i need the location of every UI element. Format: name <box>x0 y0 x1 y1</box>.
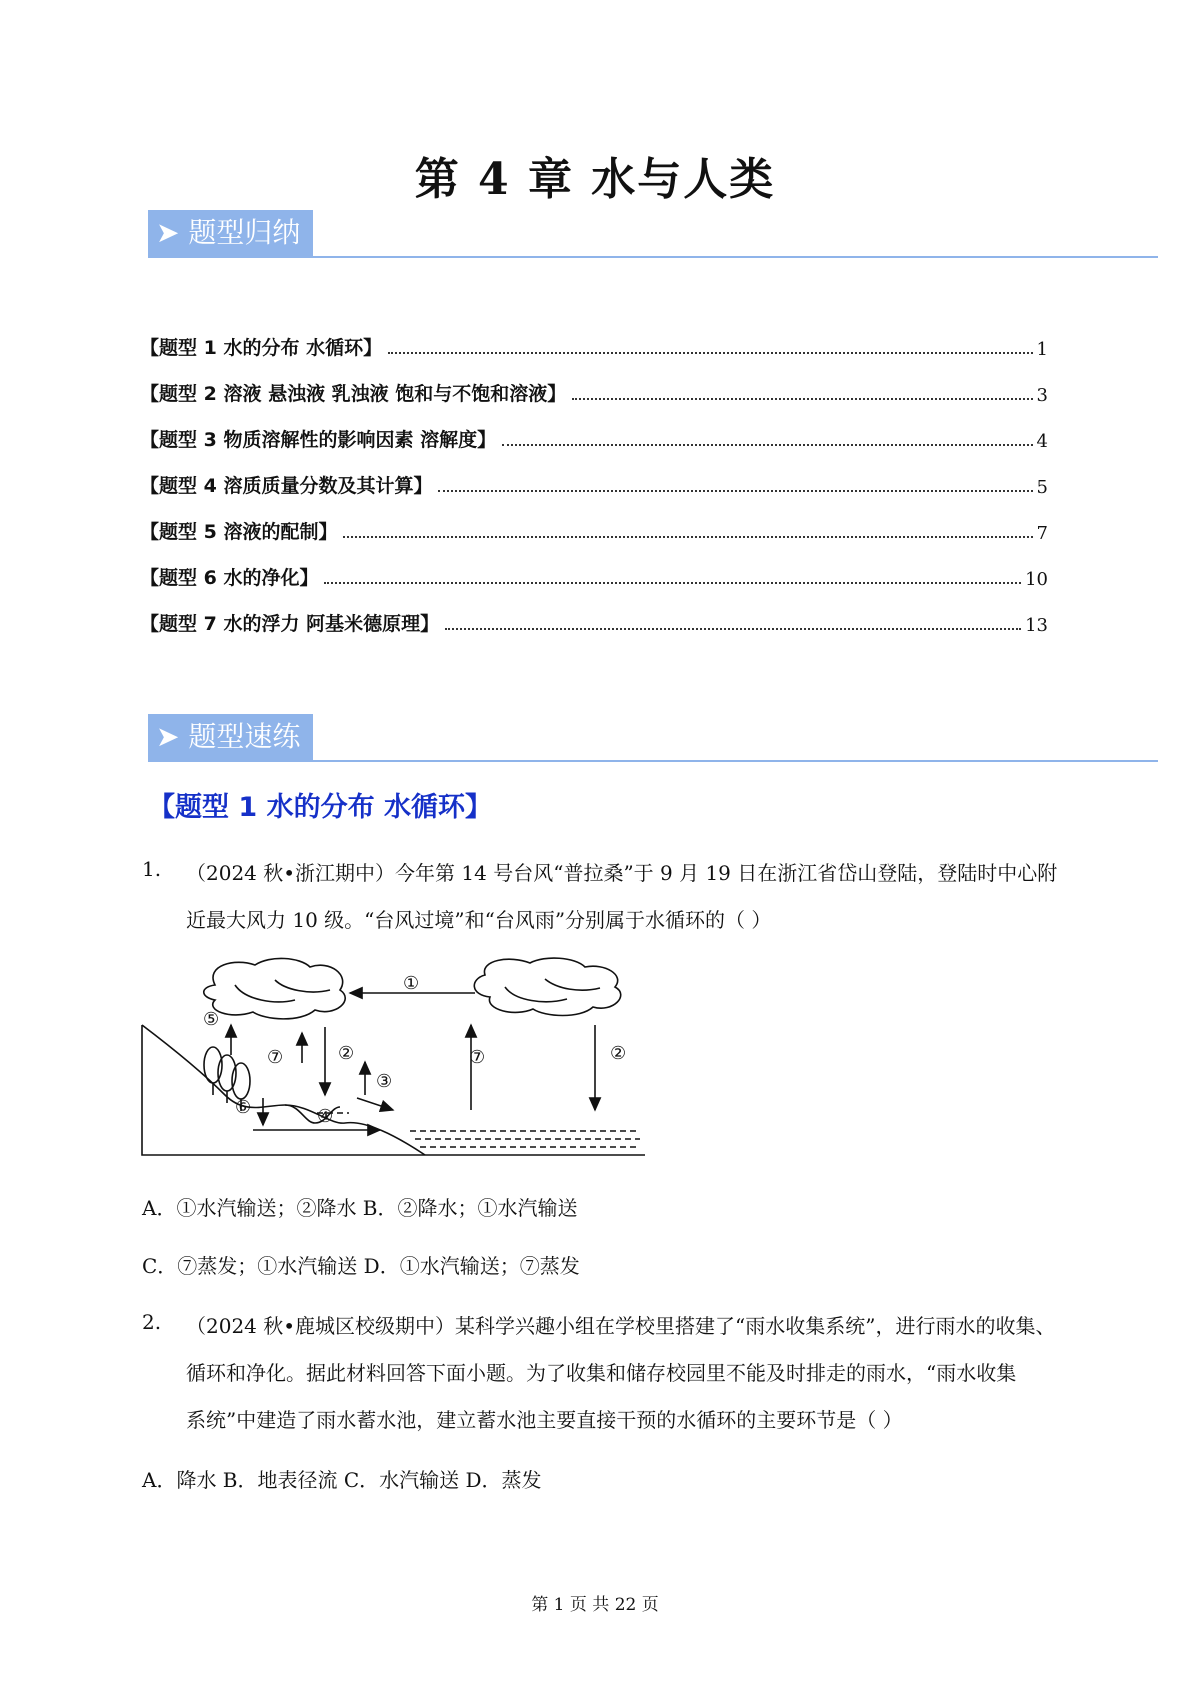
toc-label: 【题型 1 水的分布 水循环】 <box>140 337 383 359</box>
toc-label: 【题型 4 溶质质量分数及其计算】 <box>140 475 433 497</box>
diagram-label-1: ① <box>403 973 420 994</box>
diagram-label-6: ⑥ <box>235 1097 252 1118</box>
section-banner-summary: ➤ 题型归纳 <box>148 210 313 256</box>
toc-page: 1 <box>1036 339 1048 360</box>
question-text: 系统”中建造了雨水蓄水池，建立蓄水池主要直接干预的水循环的主要环节是（ ） <box>186 1408 903 1432</box>
section-heading: 【题型 1 水的分布 水循环】 <box>148 792 492 823</box>
cloud-left-detail <box>275 980 330 992</box>
page-footer: 第 1 页 共 22 页 <box>531 1595 659 1615</box>
toc-label: 【题型 3 物质溶解性的影响因素 溶解度】 <box>140 429 497 451</box>
toc-leader <box>502 444 1032 446</box>
toc-page: 5 <box>1036 477 1048 498</box>
diagram-label-4: ④ <box>317 1106 334 1127</box>
toc-leader <box>343 536 1032 538</box>
cloud-left <box>204 958 345 1018</box>
toc-page: 4 <box>1036 431 1048 452</box>
answer-options[interactable]: C．⑦蒸发；①水汽输送 D．①水汽输送；⑦蒸发 <box>142 1254 580 1278</box>
banner-rule <box>148 760 1158 762</box>
toc-leader <box>438 490 1032 492</box>
toc-page: 7 <box>1036 523 1048 544</box>
water-cycle-diagram <box>135 955 655 1167</box>
section-banner-practice: ➤ 题型速练 <box>148 714 313 760</box>
toc-page: 10 <box>1025 569 1048 590</box>
question-text: （2024 秋•浙江期中）今年第 14 号台风“普拉桑”于 9 月 19 日在浙江省岱山登陆，登陆时中心附 <box>186 861 1058 885</box>
diagram-label-2: ② <box>338 1043 355 1064</box>
toc-leader <box>324 582 1021 584</box>
toc-leader <box>445 628 1021 630</box>
question-text: 循环和净化。据此材料回答下面小题。为了收集和储存校园里不能及时排走的雨水，“雨水收集 <box>186 1361 1017 1385</box>
diagram-label-7: ⑦ <box>267 1047 284 1068</box>
cloud-right-detail <box>505 987 567 1002</box>
toc-entry[interactable] <box>140 606 1048 636</box>
question-text: 近最大风力 10 级。“台风过境”和“台风雨”分别属于水循环的（ ） <box>186 908 772 932</box>
toc-entry[interactable] <box>140 468 1048 498</box>
toc-entry[interactable] <box>140 560 1048 590</box>
diagram-label-7: ⑦ <box>469 1047 486 1068</box>
diagram-label-2: ② <box>610 1043 627 1064</box>
question-text: （2024 秋•鹿城区校级期中）某科学兴趣小组在学校里搭建了“雨水收集系统”，进行雨水的收集、 <box>186 1314 1056 1338</box>
cloud-right-detail <box>545 979 600 990</box>
answer-options[interactable]: A．①水汽输送；②降水 B．②降水；①水汽输送 <box>142 1196 578 1220</box>
cloud-right <box>474 958 620 1015</box>
chapter-title: 第 4 章 水与人类 <box>414 154 776 205</box>
toc-label: 【题型 5 溶液的配制】 <box>140 521 338 543</box>
toc-page: 13 <box>1025 615 1048 636</box>
toc-entry[interactable] <box>140 376 1048 406</box>
diagram-label-3: ③ <box>376 1071 393 1092</box>
toc-leader <box>572 398 1032 400</box>
toc-entry[interactable] <box>140 330 1048 360</box>
toc-label: 【题型 7 水的浮力 阿基米德原理】 <box>140 613 440 635</box>
answer-options[interactable]: A．降水 B．地表径流 C．水汽输送 D．蒸发 <box>142 1468 542 1492</box>
diagram-label-5: ⑤ <box>203 1009 220 1030</box>
arrow-surface-runoff <box>357 1098 393 1110</box>
toc-label: 【题型 2 溶液 悬浊液 乳浊液 饱和与不饱和溶液】 <box>140 383 567 405</box>
toc-page: 3 <box>1036 385 1048 406</box>
question-number: 1. <box>142 857 162 881</box>
toc-label: 【题型 6 水的净化】 <box>140 567 319 589</box>
toc-entry[interactable] <box>140 514 1048 544</box>
toc-leader <box>388 352 1032 354</box>
banner-rule <box>148 256 1158 258</box>
question-number: 2. <box>142 1310 162 1334</box>
toc-entry[interactable] <box>140 422 1048 452</box>
